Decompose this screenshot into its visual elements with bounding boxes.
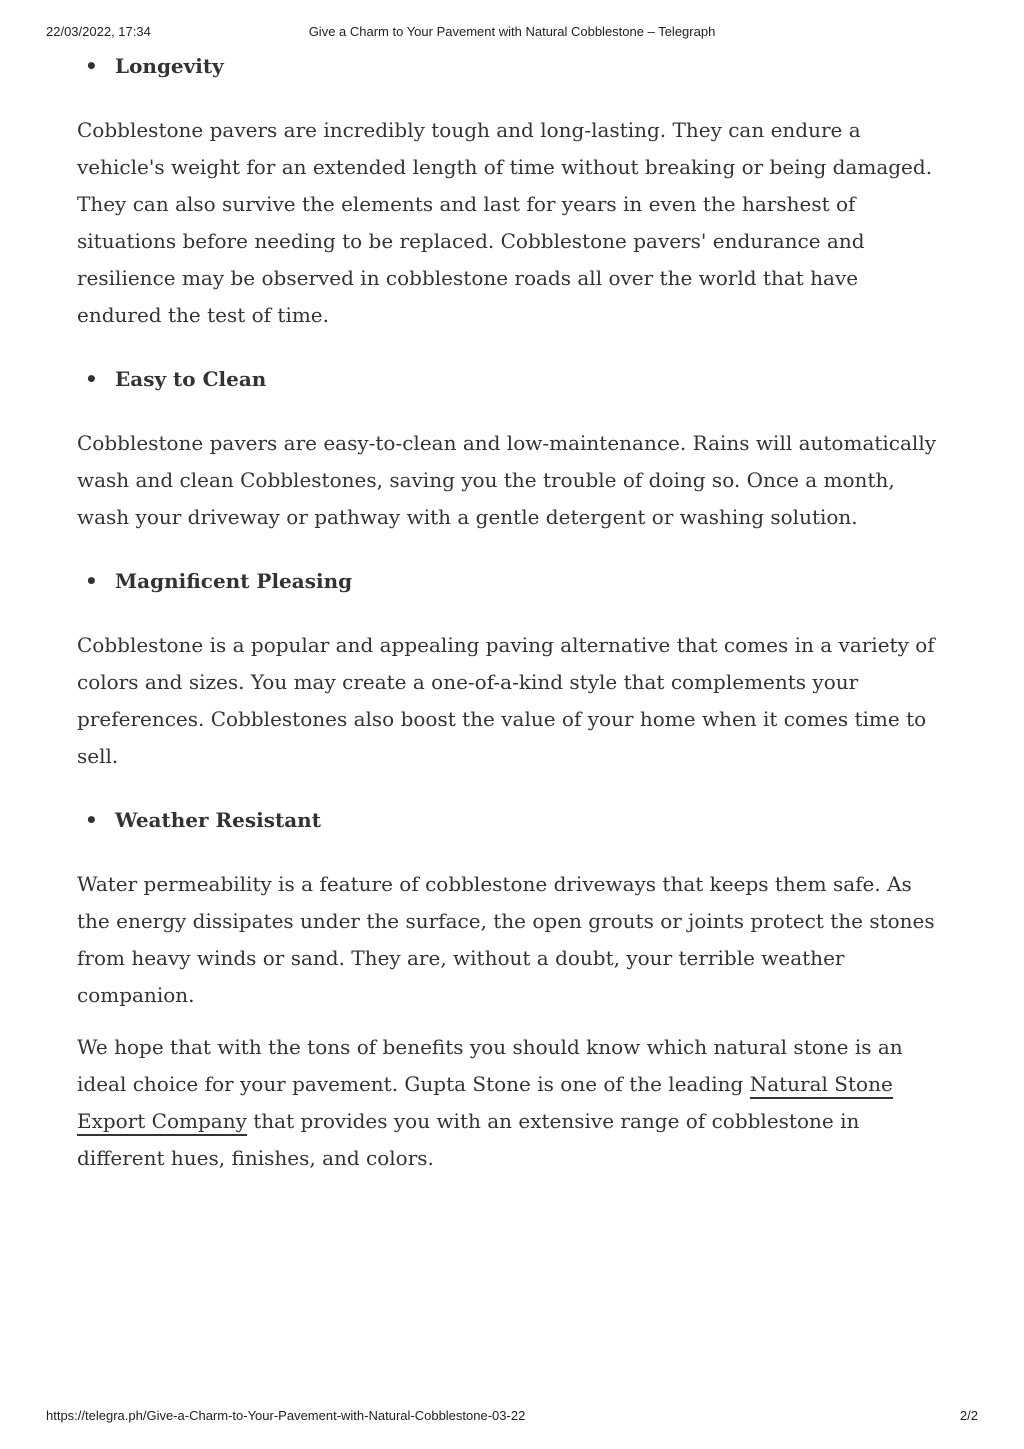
section-paragraph-longevity: Cobblestone pavers are incredibly tough and long-lasting. They can endure a vehicle's weight for an extended length of time without breaking or being damaged. They can also survive the elements and last for years in even the harshest of situations before needing to be replaced. Cobblestone pavers' endurance and resilience may be observed in cobblestone roads all over the world that have endured the test of time. xyxy=(77,118,933,327)
section-paragraph-weather-resistant: Water permeability is a feature of cobblestone driveways that keeps them safe. As the energy dissipates under the surface, the open grouts or joints protect the stones from heavy winds or sand. They are, without a doubt, your terrible weather companion. xyxy=(77,872,935,1007)
article-body xyxy=(77,48,949,1177)
print-datetime: 22/03/2022, 17:34 xyxy=(46,24,151,39)
print-header xyxy=(46,24,978,42)
closing-text-after-link: that provides you with an extensive range of cobblestone in different hues, finishes, and colors. xyxy=(77,1109,860,1170)
bullet-icon: • xyxy=(85,367,98,391)
section-heading-label: Longevity xyxy=(115,54,224,78)
section-heading-longevity xyxy=(77,48,949,85)
bullet-icon: • xyxy=(85,808,98,832)
print-footer xyxy=(46,1408,978,1426)
closing-paragraph xyxy=(77,1029,949,1177)
section-paragraph-easy-to-clean: Cobblestone pavers are easy-to-clean and low-maintenance. Rains will automatically wash and clean Cobblestones, saving you the trouble of doing so. Once a month, wash your driveway or pathway with a gentle detergent or washing solution. xyxy=(77,431,937,529)
bullet-icon: • xyxy=(85,54,98,78)
print-page-title: Give a Charm to Your Pavement with Natural Cobblestone – Telegraph xyxy=(308,24,716,39)
section-heading-weather-resistant xyxy=(77,802,949,839)
section-heading-easy-to-clean xyxy=(77,361,949,398)
section-heading-label: Magnificent Pleasing xyxy=(115,569,353,593)
section-heading-label: Easy to Clean xyxy=(115,367,267,391)
print-page-url: https://telegra.ph/Give-a-Charm-to-Your-Pavement-with-Natural-Cobblestone-03-22 xyxy=(46,1408,526,1423)
print-page-number: 2/2 xyxy=(959,1408,978,1423)
bullet-icon: • xyxy=(85,569,98,593)
section-heading-label: Weather Resistant xyxy=(115,808,321,832)
section-heading-magnificent-pleasing xyxy=(77,563,949,600)
section-paragraph-magnificent-pleasing: Cobblestone is a popular and appealing paving alternative that comes in a variety of colors and sizes. You may create a one-of-a-kind style that complements your preferences. Cobblestones also boost the value of your home when it comes time to sell. xyxy=(77,633,935,768)
natural-stone-export-company-link[interactable]: Natural Stone Export Company xyxy=(77,1072,893,1136)
closing-text-before-link: We hope that with the tons of benefits you should know which natural stone is an ideal choice for your pavement. Gupta Stone is one of the leading xyxy=(77,1035,903,1096)
